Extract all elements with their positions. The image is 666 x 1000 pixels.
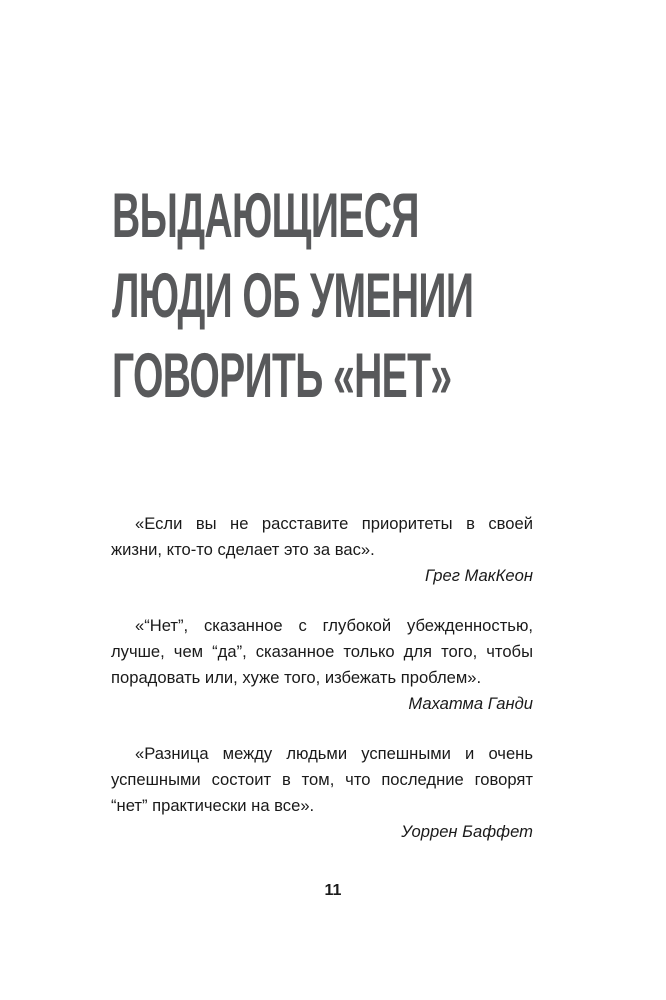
quote-text: «“Нет”, сказанное с глубокой убежденностью, лучше, чем “да”, сказанное только для того, чтобы порадовать или, хуже того, избежать проблем». xyxy=(111,616,533,687)
heading-line-1: ВЫДАЮЩИЕСЯ xyxy=(112,181,419,251)
chapter-heading xyxy=(112,176,552,416)
quote-author: Махатма Ганди xyxy=(408,694,533,713)
heading-line-2: ЛЮДИ ОБ УМЕНИИ xyxy=(112,261,474,331)
quote-author: Грег МакКеон xyxy=(425,566,533,585)
quote-text: «Разница между людьми успешными и очень успешными состоит в том, что последние говорят “нет” практически на все». xyxy=(111,744,533,815)
quote-block-3 xyxy=(111,741,533,845)
quote-author: Уоррен Баффет xyxy=(401,822,533,841)
quotes-section xyxy=(111,511,533,869)
quote-block-2 xyxy=(111,613,533,717)
quote-text: «Если вы не расставите приоритеты в своей жизни, кто-то сделает это за вас». xyxy=(111,514,533,559)
quote-block-1 xyxy=(111,511,533,589)
page-number: 11 xyxy=(324,882,342,899)
heading-line-3: ГОВОРИТЬ «НЕТ» xyxy=(112,341,452,411)
